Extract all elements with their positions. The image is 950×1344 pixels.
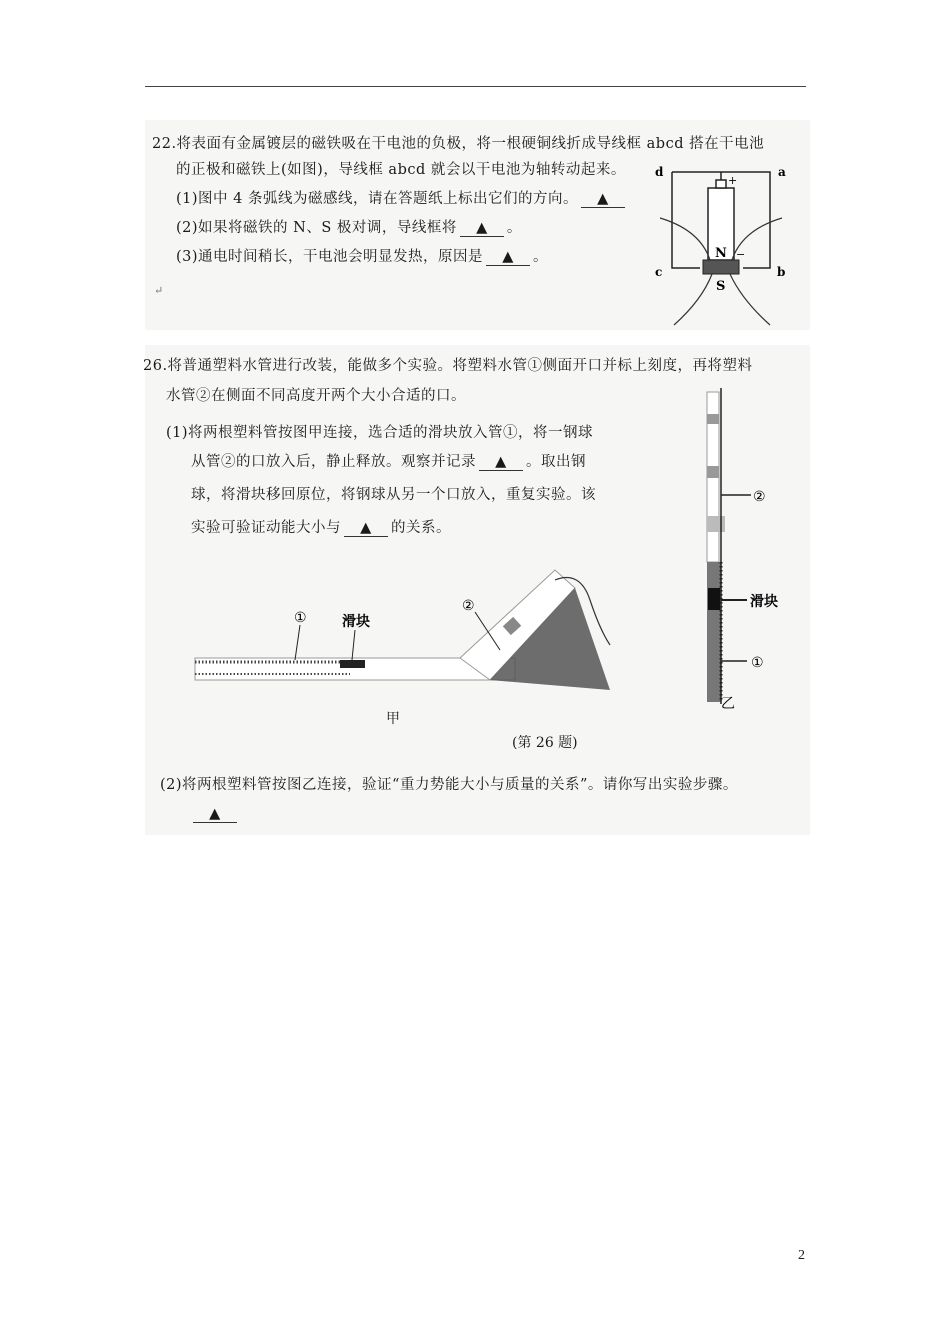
q26-part2-blank	[190, 806, 240, 823]
q26-line6-post: 的关系。	[391, 520, 451, 536]
period: 。	[533, 249, 549, 265]
answer-blank: ▲	[344, 520, 388, 537]
q26-line6	[191, 516, 451, 537]
answer-blank: ▲	[581, 191, 625, 208]
q26-line4-post: 。取出钢	[526, 454, 586, 470]
answer-blank: ▲	[193, 806, 237, 823]
return-mark: ↵	[154, 284, 164, 297]
q26-line3: (1)将两根塑料管按图甲连接，选合适的滑块放入管①，将一钢球	[166, 425, 594, 441]
yi-tube2-label: ②	[753, 489, 766, 505]
label-minus: −	[736, 248, 746, 261]
q26-line4	[191, 450, 586, 471]
page-number: 2	[798, 1248, 805, 1263]
jia-caption: 甲	[386, 711, 400, 727]
label-b: b	[777, 265, 786, 279]
figure-jia	[190, 550, 620, 700]
yi-tube1-label: ①	[751, 655, 764, 671]
answer-blank: ▲	[479, 454, 523, 471]
label-c: c	[655, 265, 663, 279]
q22-line1: 22.将表面有金属镀层的磁铁吸在干电池的负极，将一根硬铜线折成导线框 abcd 搭在干电池	[152, 136, 765, 152]
jia-tube2-label: ②	[462, 598, 475, 614]
q26-part2: (2)将两根塑料管按图乙连接，验证“重力势能大小与质量的关系”。请你写出实验步骤。	[160, 777, 738, 793]
label-plus: +	[728, 174, 738, 187]
yi-caption: 乙	[721, 696, 735, 712]
jia-tube1-label: ①	[294, 610, 307, 626]
header-rule	[145, 86, 806, 87]
q22-sub2	[176, 216, 522, 237]
label-n: N	[715, 246, 727, 261]
answer-blank: ▲	[486, 249, 530, 266]
yi-slider-label: 滑块	[750, 594, 778, 610]
answer-blank: ▲	[460, 220, 504, 237]
figure-caption: (第 26 题)	[512, 735, 578, 751]
q26-line6-text: 实验可验证动能大小与	[191, 520, 341, 536]
label-a: a	[778, 165, 786, 179]
q26-line5: 球，将滑块移回原位，将钢球从另一个口放入，重复实验。该	[191, 487, 596, 503]
q26-line1: 26.将普通塑料水管进行改装，能做多个实验。将塑料水管①侧面开口并标上刻度，再将塑料	[143, 358, 753, 374]
battery-magnet-figure	[650, 160, 810, 330]
q26-line4-text: 从管②的口放入后，静止释放。观察并记录	[191, 454, 476, 470]
q22-line2: 的正极和磁铁上(如图)，导线框 abcd 就会以干电池为轴转动起来。	[176, 162, 626, 178]
period: 。	[506, 220, 522, 236]
label-d: d	[655, 165, 664, 179]
q22-sub1	[176, 187, 628, 208]
q22-sub3	[176, 245, 548, 266]
label-s: S	[716, 279, 726, 294]
q22-sub3-text: (3)通电时间稍长，干电池会明显发热，原因是	[176, 249, 484, 265]
q22-sub2-text: (2)如果将磁铁的 N、S 极对调，导线框将	[176, 220, 457, 236]
jia-slider-label: 滑块	[342, 614, 370, 630]
q22-sub1-text: (1)图中 4 条弧线为磁感线，请在答题纸上标出它们的方向。	[176, 191, 578, 207]
q26-line2: 水管②在侧面不同高度开两个大小合适的口。	[166, 388, 466, 404]
figure-yi	[695, 388, 805, 718]
